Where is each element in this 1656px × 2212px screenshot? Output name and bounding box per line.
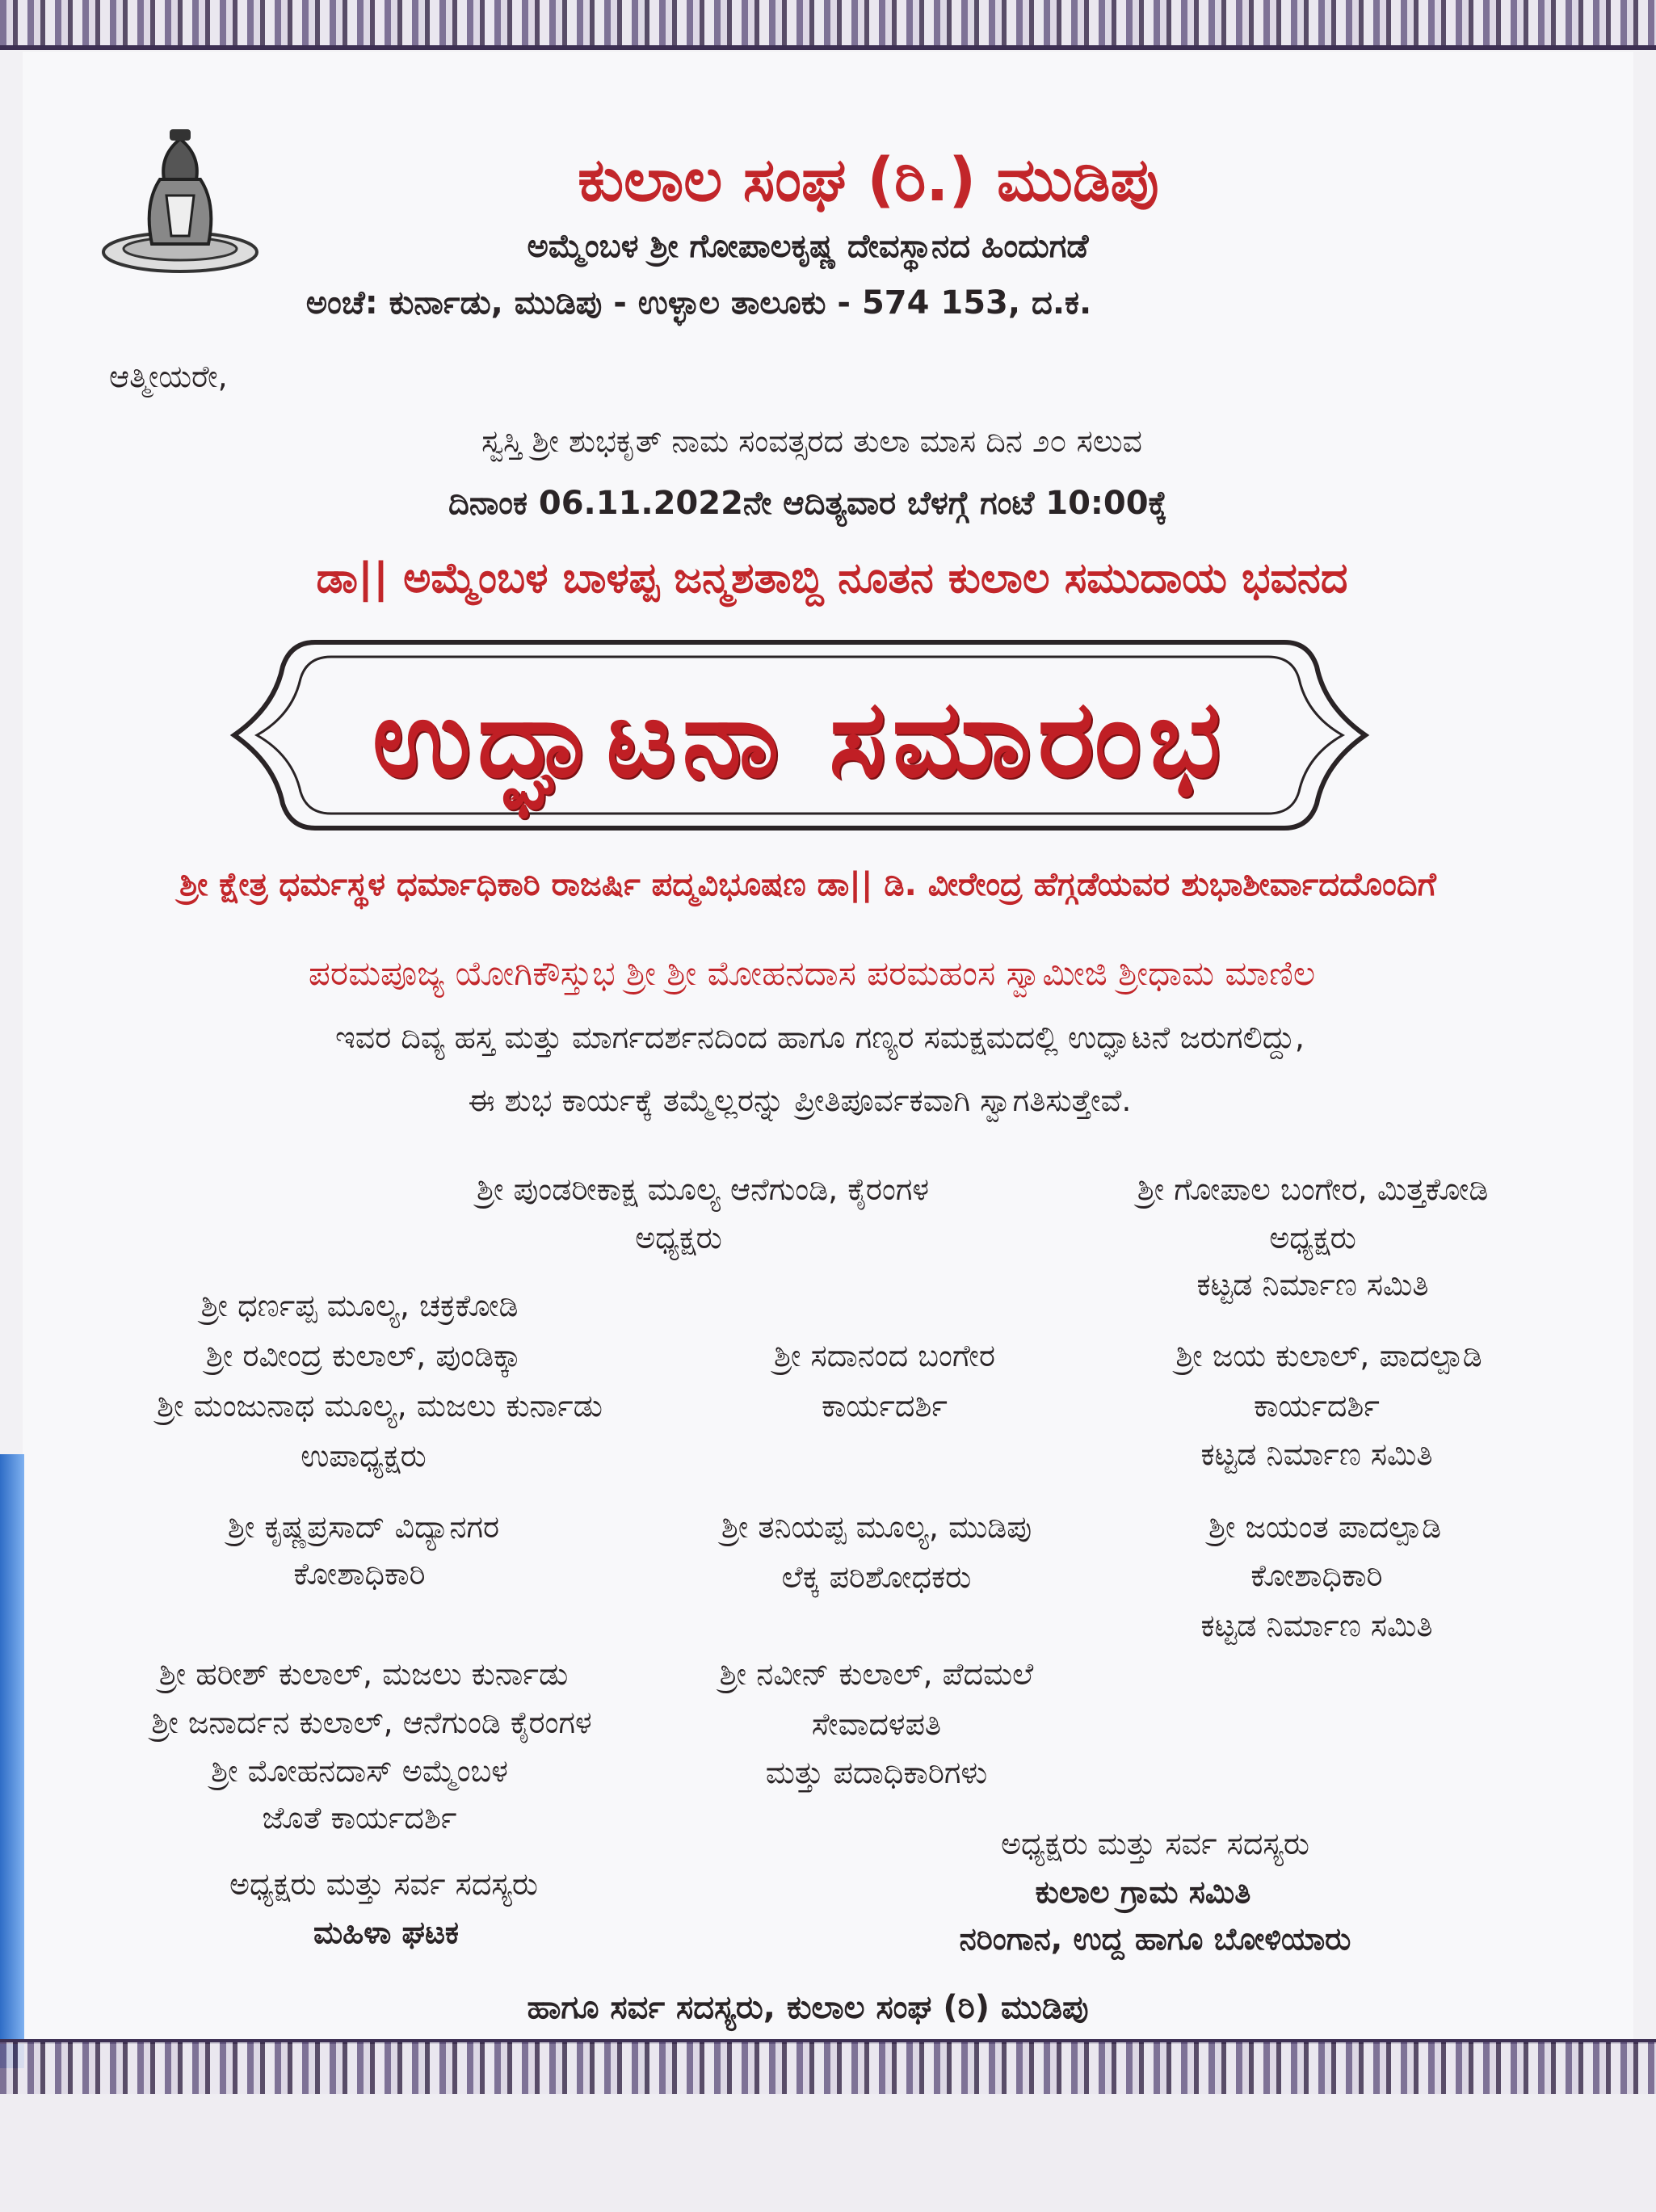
joint-secretary-2: ಶ್ರೀ ಜನಾರ್ದನ ಕುಲಾಲ್, ಆನೆಗುಂಡಿ ಕೈರಂಗಳ: [151, 1705, 592, 1740]
seva-dal-members: ಮತ್ತು ಪದಾಧಿಕಾರಿಗಳು: [765, 1755, 988, 1790]
president-title: ಅಧ್ಯಕ್ಷರು: [635, 1220, 722, 1255]
seva-dal-title: ಸೇವಾದಳಪತಿ: [811, 1706, 942, 1742]
address-line-1: ಅಮ್ಮೆಂಬಳ ಶ್ರೀ ಗೋಪಾಲಕೃಷ್ಣ ದೇವಸ್ಥಾನದ ಹಿಂದುಗಡೆ: [527, 228, 1089, 265]
vice-president-3: ಶ್ರೀ ಮಂಜುನಾಥ ಮೂಲ್ಯ, ಮಜಲು ಕುರ್ನಾಡು: [157, 1388, 603, 1424]
secretary-name: ಶ್ರೀ ಸದಾನಂದ ಬಂಗೇರ: [774, 1338, 995, 1373]
building-secretary-committee: ಕಟ್ಟಡ ನಿರ್ಮಾಣ ಸಮಿತಿ: [1200, 1436, 1433, 1472]
treasurer-name: ಶ್ರೀ ಕೃಷ್ಣಪ್ರಸಾದ್ ವಿದ್ಯಾನಗರ: [227, 1509, 500, 1545]
closing-line: ಹಾಗೂ ಸರ್ವ ಸದಸ್ಯರು, ಕುಲಾಲ ಸಂಘ (ರಿ) ಮುಡಿಪು: [527, 1989, 1089, 2026]
building-treasurer-title: ಕೋಶಾಧಿಕಾರಿ: [1250, 1558, 1383, 1593]
blessing-line: ಶ್ರೀ ಕ್ಷೇತ್ರ ಧರ್ಮಸ್ಥಳ ಧರ್ಮಾಧಿಕಾರಿ ರಾಜರ್ಷಿ ಪದ್ಮವಿಭೂಷಣ ಡಾ|| ಡಿ. ವೀರೇಂದ್ರ ಹೆಗ್ಗಡೆಯವರ ಶುಭಾಶೀರ್ವಾದದೊಂದಿಗೆ: [179, 866, 1436, 903]
swamiji-line: ಪರಮಪೂಜ್ಯ ಯೋಗಿಕೌಸ್ತುಭ ಶ್ರೀ ಶ್ರೀ ಮೋಹನದಾಸ ಪರಮಹಂಸ ಸ್ವಾಮೀಜಿ ಶ್ರೀಧಾಮ ಮಾಣಿಲ: [308, 953, 1316, 993]
invite-line-2: ಈ ಶುಭ ಕಾರ್ಯಕ್ಕೆ ತಮ್ಮೆಲ್ಲರನ್ನು ಪ್ರೀತಿಪೂರ್ವಕವಾಗಿ ಸ್ವಾಗತಿಸುತ್ತೇವೆ.: [468, 1083, 1132, 1118]
joint-secretary-title: ಜೊತೆ ಕಾರ್ಯದರ್ಶಿ: [262, 1800, 457, 1836]
address-line-2: ಅಂಚೆ: ಕುರ್ನಾಡು, ಮುಡಿಪು - ಉಳ್ಳಾಲ ತಾಲೂಕು - 574 153, ದ.ಕ.: [305, 284, 1092, 322]
event-subtitle: ಡಾ|| ಅಮ್ಮೆಂಬಳ ಬಾಳಪ್ಪ ಜನ್ಮಶತಾಬ್ದಿ ನೂತನ ಕುಲಾಲ ಸಮುದಾಯ ಭವನದ: [316, 554, 1348, 603]
sangha-logo-icon: [95, 123, 265, 276]
left-edge-strip: [0, 1454, 24, 2068]
building-secretary-title: ಕಾರ್ಯದರ್ಶಿ: [1254, 1388, 1380, 1424]
mahila-members: ಅಧ್ಯಕ್ಷರು ಮತ್ತು ಸರ್ವ ಸದಸ್ಯರು: [229, 1866, 539, 1902]
vice-president-title: ಉಪಾಧ್ಯಕ್ಷರು: [301, 1438, 427, 1474]
president-name: ಶ್ರೀ ಪುಂಡರೀಕಾಕ್ಷ ಮೂಲ್ಯ ಆನೆಗುಂಡಿ, ಕೈರಂಗಳ: [476, 1171, 930, 1207]
treasurer-title: ಕೋಶಾಧಿಕಾರಿ: [293, 1556, 426, 1592]
secretary-title: ಕಾರ್ಯದರ್ಶಿ: [822, 1388, 948, 1424]
building-treasurer-name: ಶ್ರೀ ಜಯಂತ ಪಾದಲ್ಪಾಡಿ: [1208, 1509, 1442, 1545]
vice-president-2: ಶ್ರೀ ರವೀಂದ್ರ ಕುಲಾಲ್, ಪುಂಡಿಕ್ಕಾ: [205, 1338, 522, 1373]
seva-dal-name: ಶ್ರೀ ನವೀನ್ ಕುಲಾಲ್, ಪೆದಮಲೆ: [719, 1656, 1034, 1692]
date-line-1: ಸ್ವಸ್ತಿ ಶ್ರೀ ಶುಭಕೃತ್ ನಾಮ ಸಂವತ್ಸರದ ತುಲಾ ಮಾಸ ದಿನ ೨೦ ಸಲುವ: [481, 423, 1142, 459]
org-name: ಕುಲಾಲ ಸಂಘ (ರಿ.) ಮುಡಿಪು: [578, 145, 1159, 215]
grama-samiti-name: ಕುಲಾಲ ಗ್ರಾಮ ಸಮಿತಿ: [1035, 1874, 1251, 1910]
top-border-line: [0, 45, 1656, 50]
joint-secretary-1: ಶ್ರೀ ಹರೀಶ್ ಕುಲಾಲ್, ಮಜಲು ಕುರ್ನಾಡು: [158, 1656, 569, 1692]
event-title: ಉದ್ಘಾಟನಾ ಸಮಾರಂಭ: [372, 677, 1228, 801]
building-treasurer-committee: ಕಟ್ಟಡ ನಿರ್ಮಾಣ ಸಮಿತಿ: [1200, 1608, 1433, 1643]
page-below-card: [0, 2094, 1656, 2212]
joint-secretary-3: ಶ್ರೀ ಮೋಹನದಾಸ್ ಅಮ್ಮೆಂಬಳ: [211, 1753, 508, 1789]
grama-samiti-members: ಅಧ್ಯಕ್ಷರು ಮತ್ತು ಸರ್ವ ಸದಸ್ಯರು: [1000, 1826, 1310, 1861]
top-ornamental-border: [0, 0, 1656, 47]
grama-samiti-places: ನರಿಂಗಾನ, ಉದ್ದ ಹಾಗೂ ಬೋಳಿಯಾರು: [959, 1921, 1351, 1957]
greeting: ಆತ್ಮೀಯರೇ,: [109, 359, 228, 394]
building-president-committee: ಕಟ್ಟಡ ನಿರ್ಮಾಣ ಸಮಿತಿ: [1196, 1267, 1429, 1302]
building-secretary-name: ಶ್ರೀ ಜಯ ಕುಲಾಲ್, ಪಾದಲ್ಪಾಡಿ: [1175, 1338, 1482, 1373]
building-president-title: ಅಧ್ಯಕ್ಷರು: [1269, 1220, 1356, 1255]
auditor-name: ಶ್ರೀ ತನಿಯಪ್ಪ ಮೂಲ್ಯ, ಮುಡಿಪು: [721, 1509, 1032, 1545]
building-president-name: ಶ್ರೀ ಗೋಪಾಲ ಬಂಗೇರ, ಮಿತ್ತಕೋಡಿ: [1137, 1171, 1489, 1207]
date-line-2: ದಿನಾಂಕ 06.11.2022ನೇ ಆದಿತ್ಯವಾರ ಬೆಳಗ್ಗೆ ಗಂಟೆ 10:00ಕ್ಕೆ: [448, 485, 1167, 522]
invite-line-1: ಇವರ ದಿವ್ಯ ಹಸ್ತ ಮತ್ತು ಮಾರ್ಗದರ್ಶನದಿಂದ ಹಾಗೂ ಗಣ್ಯರ ಸಮಕ್ಷಮದಲ್ಲಿ ಉದ್ಘಾಟನೆ ಜರುಗಲಿದ್ದು,: [335, 1020, 1305, 1055]
vice-president-1: ಶ್ರೀ ಧರ್ಣಪ್ಪ ಮೂಲ್ಯ, ಚಕ್ರಕೋಡಿ: [200, 1288, 519, 1323]
auditor-title: ಲೆಕ್ಕ ಪರಿಶೋಧಕರು: [781, 1559, 972, 1595]
bottom-ornamental-border: [0, 2042, 1656, 2094]
mahila-unit: ಮಹಿಳಾ ಘಟಕ: [313, 1915, 459, 1950]
